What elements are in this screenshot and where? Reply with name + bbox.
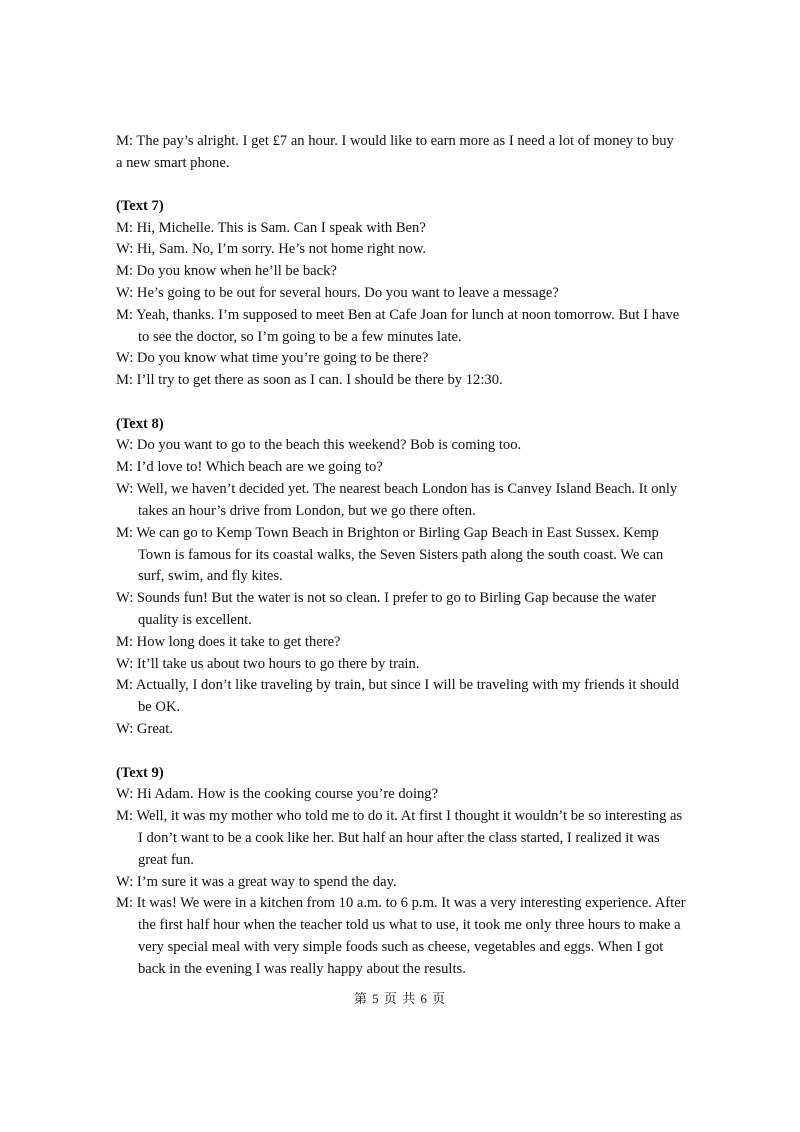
dialogue-line: W: Do you know what time you’re going to be there? (116, 350, 429, 366)
dialogue-line-continuation: great fun. (138, 852, 194, 868)
dialogue-line: W: Hi Adam. How is the cooking course you’re doing? (116, 786, 439, 802)
dialogue-line: W: Do you want to go to the beach this weekend? Bob is coming too. (116, 437, 522, 453)
section-heading-text-8: (Text 8) (116, 416, 164, 432)
dialogue-line: M: Hi, Michelle. This is Sam. Can I speak with Ben? (116, 220, 426, 236)
dialogue-line-continuation: very special meal with very simple foods such as cheese, vegetables and eggs. When I got (138, 939, 664, 955)
section-heading-text-7: (Text 7) (116, 198, 164, 214)
dialogue-line: M: Actually, I don’t like traveling by train, but since I will be traveling with my friends it should (116, 677, 679, 693)
dialogue-line: M: The pay’s alright. I get £7 an hour. I would like to earn more as I need a lot of money to buy (116, 133, 674, 149)
dialogue-line: W: Well, we haven’t decided yet. The nearest beach London has is Canvey Island Beach. It only (116, 481, 678, 497)
dialogue-line: M: It was! We were in a kitchen from 10 a.m. to 6 p.m. It was a very interesting experience. After (116, 895, 686, 911)
dialogue-line: M: Do you know when he’ll be back? (116, 263, 337, 279)
dialogue-line-continuation: to see the doctor, so I’m going to be a few minutes late. (138, 329, 462, 345)
dialogue-line: W: It’ll take us about two hours to go there by train. (116, 656, 420, 672)
dialogue-line-continuation: I don’t want to be a cook like her. But half an hour after the class started, I realized it was (138, 830, 660, 846)
dialogue-line-continuation: surf, swim, and fly kites. (138, 568, 283, 584)
dialogue-line: W: Sounds fun! But the water is not so clean. I prefer to go to Birling Gap because the water (116, 590, 657, 606)
dialogue-line: M: I’ll try to get there as soon as I can. I should be there by 12:30. (116, 372, 503, 388)
dialogue-line: W: Hi, Sam. No, I’m sorry. He’s not home right now. (116, 241, 427, 257)
dialogue-line-continuation: be OK. (138, 699, 181, 715)
dialogue-line-continuation: back in the evening I was really happy about the results. (138, 961, 466, 977)
dialogue-line-continuation: quality is excellent. (138, 612, 252, 628)
dialogue-line: M: I’d love to! Which beach are we going to? (116, 459, 383, 475)
page-number-footer: 第 5 页 共 6 页 (353, 991, 447, 1006)
dialogue-line: W: I’m sure it was a great way to spend the day. (116, 874, 397, 890)
dialogue-line-continuation: the first half hour when the teacher told us what to use, it took me only three hours to make a (138, 917, 681, 933)
dialogue-line: M: How long does it take to get there? (116, 634, 341, 650)
dialogue-line: M: Well, it was my mother who told me to do it. At first I thought it wouldn’t be so interesting as (116, 808, 683, 824)
dialogue-line: a new smart phone. (116, 155, 230, 171)
dialogue-line: W: Great. (116, 721, 173, 737)
dialogue-line-continuation: Town is famous for its coastal walks, the Seven Sisters path along the south coast. We can (138, 547, 664, 563)
dialogue-line: M: We can go to Kemp Town Beach in Brighton or Birling Gap Beach in East Sussex. Kemp (116, 525, 659, 541)
dialogue-line: M: Yeah, thanks. I’m supposed to meet Ben at Cafe Joan for lunch at noon tomorrow. But I have (116, 307, 680, 323)
section-heading-text-9: (Text 9) (116, 765, 164, 781)
dialogue-line: W: He’s going to be out for several hours. Do you want to leave a message? (116, 285, 559, 301)
dialogue-line-continuation: takes an hour’s drive from London, but we go there often. (138, 503, 476, 519)
